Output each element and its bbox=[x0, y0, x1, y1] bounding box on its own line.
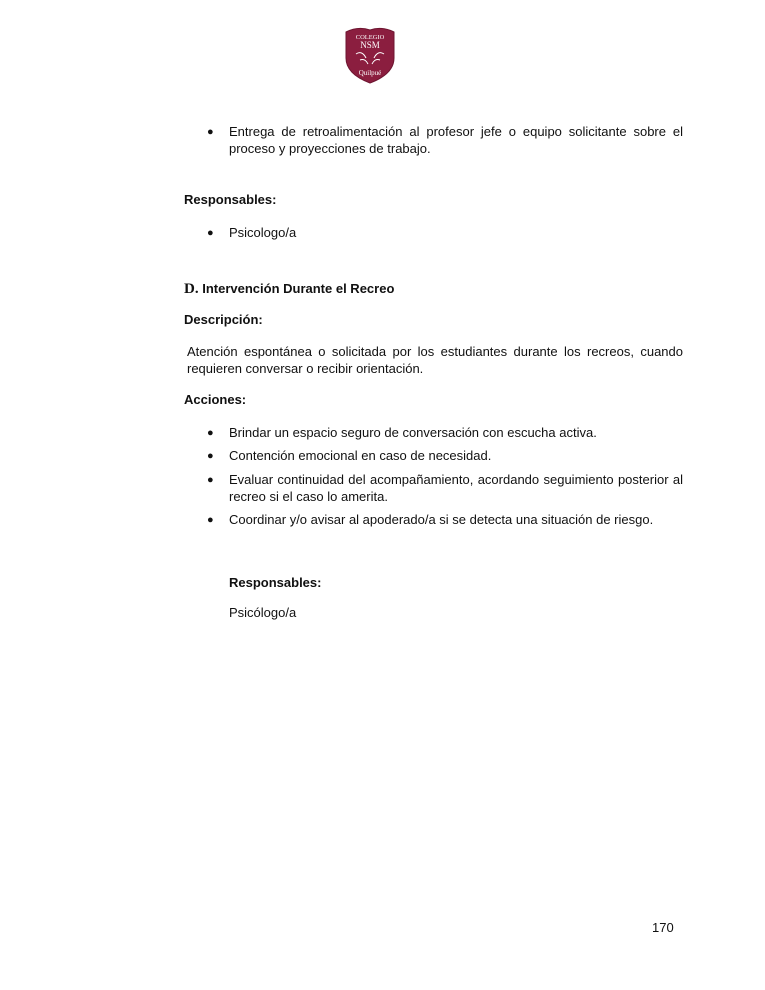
list-item: Psicologo/a bbox=[229, 225, 297, 240]
descripcion-heading: Descripción: bbox=[184, 312, 263, 327]
responsables-heading: Responsables: bbox=[229, 575, 322, 590]
acciones-heading: Acciones: bbox=[184, 392, 247, 407]
list-item: Entrega de retroalimentación al profesor jefe o equipo solicitante sobre el proceso y proyecciones de trabajo. bbox=[229, 124, 683, 156]
bullet-icon: ● bbox=[207, 450, 214, 462]
responsables-text: Psicólogo/a bbox=[229, 605, 297, 620]
page-number: 170 bbox=[652, 920, 674, 935]
list-item: Contención emocional en caso de necesidad. bbox=[229, 448, 492, 463]
list-item: Evaluar continuidad del acompañamiento, acordando seguimiento posterior al recreo si el caso lo amerita. bbox=[229, 472, 683, 504]
list-item: Coordinar y/o avisar al apoderado/a si se detecta una situación de riesgo. bbox=[229, 512, 654, 527]
section-title: Intervención Durante el Recreo bbox=[202, 281, 395, 296]
school-logo bbox=[342, 26, 398, 84]
bullet-icon: ● bbox=[207, 474, 214, 486]
logo-text-nsm: NSM bbox=[360, 40, 380, 50]
list-item: Brindar un espacio seguro de conversación con escucha activa. bbox=[229, 425, 597, 440]
descripcion-text: Atención espontánea o solicitada por los estudiantes durante los recreos, cuando requieren conversar o recibir orientación. bbox=[187, 344, 683, 376]
logo-text-quilpue: Quilpué bbox=[358, 69, 382, 77]
bullet-icon: ● bbox=[207, 126, 214, 138]
bullet-icon: ● bbox=[207, 427, 214, 439]
bullet-icon: ● bbox=[207, 227, 214, 239]
bullet-icon: ● bbox=[207, 514, 214, 526]
section-heading bbox=[184, 281, 394, 298]
responsables-heading: Responsables: bbox=[184, 192, 277, 207]
section-letter: D. bbox=[184, 281, 199, 297]
logo-text-colegio: COLEGIO bbox=[355, 34, 385, 41]
